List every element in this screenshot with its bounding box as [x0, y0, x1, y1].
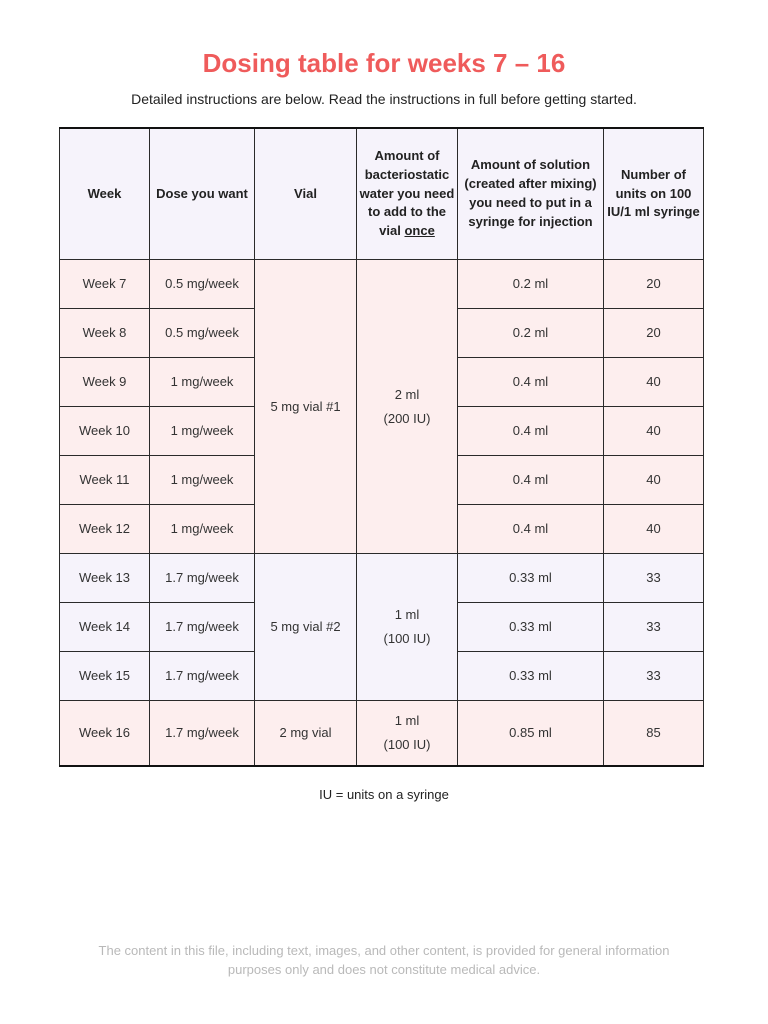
water-amount: 1 ml [394, 713, 420, 729]
cell-dose: 1 mg/week [150, 456, 255, 505]
cell-vial: 2 mg vial [255, 701, 357, 767]
cell-solution: 0.2 ml [458, 309, 604, 358]
cell-units: 85 [604, 701, 704, 767]
cell-units: 40 [604, 505, 704, 554]
water-iu: (100 IU) [383, 737, 431, 752]
cell-week: Week 13 [60, 554, 150, 603]
cell-units: 20 [604, 309, 704, 358]
cell-dose: 1.7 mg/week [150, 701, 255, 767]
cell-solution: 0.85 ml [458, 701, 604, 767]
cell-week: Week 15 [60, 652, 150, 701]
cell-week: Week 14 [60, 603, 150, 652]
header-water [357, 128, 458, 260]
water-iu: (200 IU) [383, 410, 431, 426]
cell-solution: 0.4 ml [458, 358, 604, 407]
header-vial: Vial [255, 128, 357, 260]
water-iu: (100 IU) [383, 631, 431, 646]
cell-vial: 5 mg vial #2 [255, 554, 357, 701]
cell-week: Week 8 [60, 309, 150, 358]
table-row [60, 554, 704, 603]
cell-week: Week 12 [60, 505, 150, 554]
cell-dose: 1 mg/week [150, 505, 255, 554]
cell-week: Week 16 [60, 701, 150, 767]
cell-solution: 0.33 ml [458, 603, 604, 652]
header-solution: Amount of solution (created after mixing) you need to put in a syringe for injection [458, 128, 604, 260]
cell-units: 33 [604, 554, 704, 603]
cell-water [357, 260, 458, 554]
cell-units: 40 [604, 407, 704, 456]
cell-solution: 0.33 ml [458, 554, 604, 603]
cell-dose: 1.7 mg/week [150, 652, 255, 701]
dosing-table [59, 127, 704, 767]
page-title: Dosing table for weeks 7 – 16 [202, 48, 566, 78]
page-subtitle: Detailed instructions are below. Read the instructions in full before getting started. [131, 91, 637, 107]
header-units: Number of units on 100 IU/1 ml syringe [604, 128, 704, 260]
cell-units: 40 [604, 358, 704, 407]
cell-dose: 0.5 mg/week [150, 309, 255, 358]
water-amount: 1 ml [394, 607, 420, 623]
table-row [60, 260, 704, 309]
cell-week: Week 10 [60, 407, 150, 456]
cell-dose: 0.5 mg/week [150, 260, 255, 309]
cell-units: 20 [604, 260, 704, 309]
header-dose: Dose you want [150, 128, 255, 260]
cell-week: Week 11 [60, 456, 150, 505]
cell-solution: 0.2 ml [458, 260, 604, 309]
header-water-text: Amount of bacteriostatic water you need to add to the vial [359, 147, 455, 239]
cell-units: 33 [604, 603, 704, 652]
table-row [60, 701, 704, 767]
cell-week: Week 7 [60, 260, 150, 309]
cell-vial: 5 mg vial #1 [255, 260, 357, 554]
water-amount: 2 ml [394, 386, 420, 402]
cell-solution: 0.4 ml [458, 505, 604, 554]
header-week: Week [60, 128, 150, 260]
header-water-emphasis: once [404, 223, 435, 239]
cell-water [357, 554, 458, 701]
cell-units: 40 [604, 456, 704, 505]
cell-solution: 0.4 ml [458, 456, 604, 505]
disclaimer: The content in this file, including text, images, and other content, is provided for general information purposes only and does not constitute medical advice. [98, 943, 670, 977]
cell-week: Week 9 [60, 358, 150, 407]
cell-water [357, 701, 458, 767]
cell-solution: 0.33 ml [458, 652, 604, 701]
cell-solution: 0.4 ml [458, 407, 604, 456]
cell-units: 33 [604, 652, 704, 701]
cell-dose: 1.7 mg/week [150, 554, 255, 603]
footnote: IU = units on a syringe [319, 787, 449, 802]
cell-dose: 1.7 mg/week [150, 603, 255, 652]
cell-dose: 1 mg/week [150, 407, 255, 456]
table-header-row [60, 128, 704, 260]
cell-dose: 1 mg/week [150, 358, 255, 407]
